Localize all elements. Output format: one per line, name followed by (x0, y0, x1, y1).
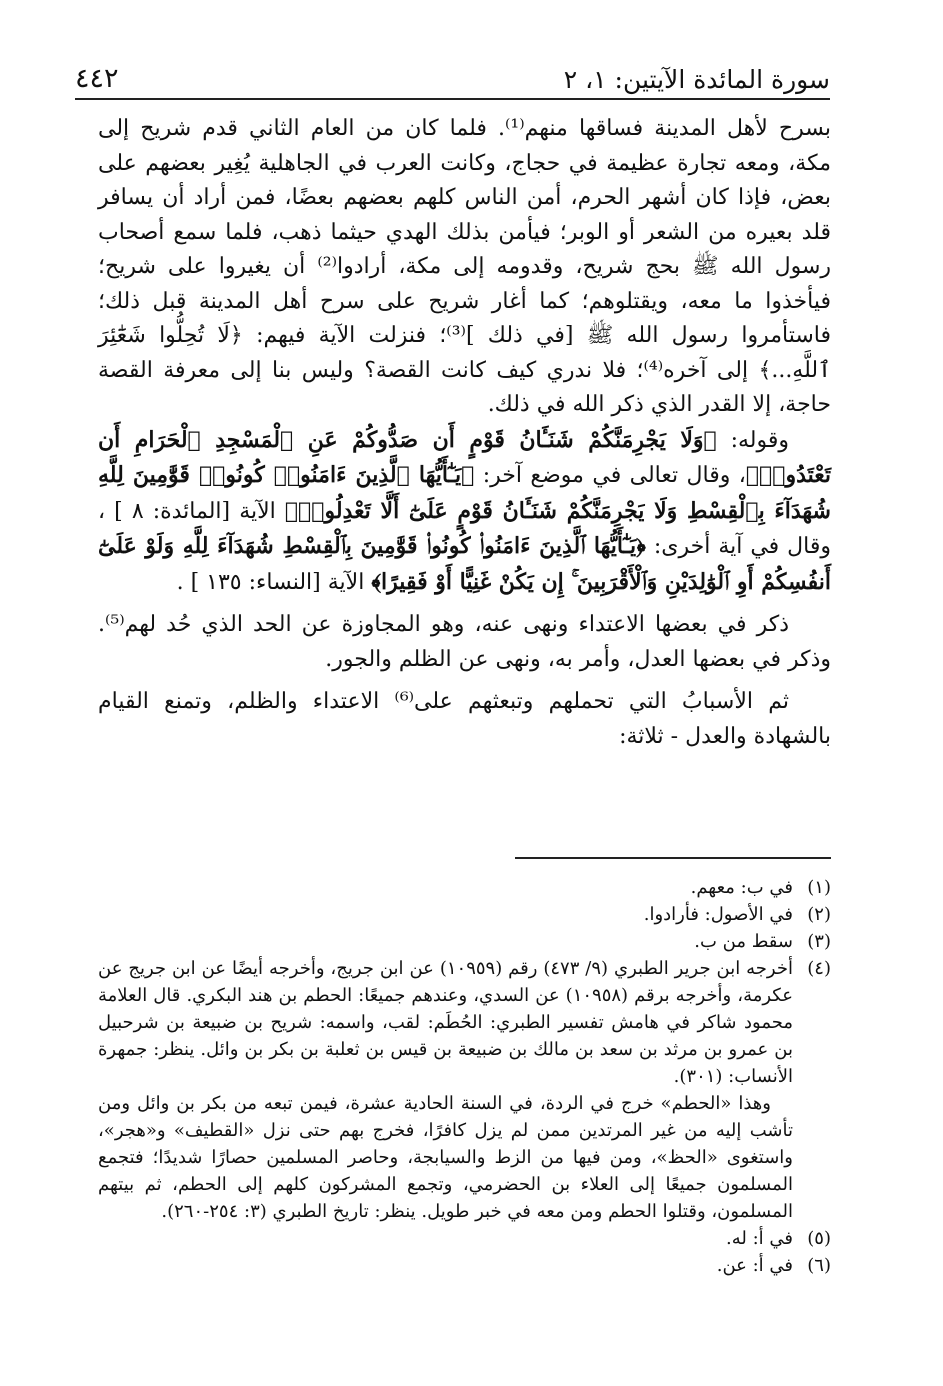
running-title: سورة المائدة الآيتين: ١، ٢ (563, 65, 830, 94)
footnote-3 (98, 928, 831, 955)
page-header (75, 58, 830, 100)
footnote-5 (98, 1225, 831, 1252)
footnote-6 (98, 1252, 831, 1279)
quran-verse-2: ﴿يَـٰٓأَيُّهَا ٱلَّذِينَ ءَامَنُوا۟ كُونُوا۟ قَوَّٰمِينَ لِلَّهِ شُهَدَآءَ بِٱلْقِسْطِ وَلَا يَجْرِمَنَّكُمْ شَنَـَٔانُ قَوْمٍ عَلَىٰٓ أَلَّا تَعْدِلُوا۟﴾ (98, 462, 831, 524)
footnote-number: (٤) (807, 958, 831, 979)
paragraph-2-reference: الآية [النساء: ١٣٥ ] . (176, 569, 372, 595)
footnote-text: سقط من ب. (694, 931, 793, 952)
footnote-4-continuation (98, 1090, 831, 1225)
footnote-1 (98, 874, 831, 901)
quran-verse-1: ﴿وَلَا يَجْرِمَنَّكُمْ شَنَـَٔانُ قَوْمٍ أَن صَدُّوكُمْ عَنِ ٱلْمَسْجِدِ ٱلْحَرَامِ أَن تَعْتَدُوا۟﴾ (98, 426, 831, 488)
footnote-text: في أ: عن. (716, 1255, 793, 1276)
footnote-number: (٦) (807, 1255, 831, 1276)
footnote-text: أخرجه ابن جرير الطبري (٩/ ٤٧٣) رقم (١٠٩٥٩) عن ابن جريج، وأخرجه أيضًا عن ابن جريج عن عكرمة، وأخرجه برقم (١٠٩٥٨) عن السدي، وعندهم جميعًا: الحطم بن هند البكري. قال العلامة محمود شاكر في هامش تفسير الطبري: الحُطَم: لقب، واسمه: شريح بن ضبيعة بن شرحبيل بن عمرو بن مرثد بن سعد بن مالك بن ضبيعة بن قيس بن ثعلبة بن بكر بن وائل. ينظر: جمهرة الأنساب: (٣٠١). (98, 958, 793, 1087)
footnote-number: (٢) (807, 904, 831, 925)
paragraph-1: بسرح لأهل المدينة فساقها منهم⁽¹⁾. فلما كان من العام الثاني قدم شريح إلى مكة، ومعه تجارة عظيمة في حجاج، وكانت العرب في الجاهلية يُغِير بعضهم على بعض، فإذا كان أشهر الحرم، أمن الناس كلهم بعضهم بعضًا، فمن أراد أن يسافر قلد بعيره من الشعر أو الوبر؛ فيأمن بذلك الهدي حيثما ذهب، فلما سمع أصحاب رسول الله ﷺ بحج شريح، وقدومه إلى مكة، أرادوا⁽²⁾ أن يغيروا على شريح؛ فيأخذوا ما معه، ويقتلوهم؛ كما أغار شريح على سرح أهل المدينة قبل ذلك؛ فاستأمروا رسول الله ﷺ [في ذلك ]⁽³⁾؛ فنزلت الآية فيهم: ﴿لَا تُحِلُّوا شَعَٰٓئِرَ ٱللَّهِ...﴾ إلى آخره⁽⁴⁾؛ فلا ندري كيف كانت القصة؟ وليس بنا إلى معرفة القصة حاجة، إلا القدر الذي ذكر الله في ذلك. (98, 116, 831, 417)
footnote-number: (١) (807, 877, 831, 898)
footnote-text: في ب: معهم. (690, 877, 793, 898)
footnote-number: (٥) (807, 1228, 831, 1249)
footnote-number: (٣) (807, 931, 831, 952)
paragraph-2-intro: وقوله: (716, 427, 789, 453)
footnote-text: وهذا «الحطم» خرج في الردة، في السنة الحادية عشرة، فيمن تبعه من بكر بن وائل ومن تأشب إليه من غير المرتدين ممن لم يزل كافرًا، فخرج بهم حتى نزل «القطيف» و«هجر»، واستغوى «الحظ»، ومن فيها من الزط والسيابجة، وحاصر المسلمين حصارًا شديدًا؛ فتجمع المسلمون جميعًا إلى العلاء بن الحضرمي، وتجمع المشركون كلهم إلى الحطم، ثم بيتهم المسلمون، وقتلوا الحطم ومن معه في خبر طويل. ينظر: تاريخ الطبري (٣: ٢٥٤-٢٦٠). (98, 1093, 793, 1222)
footnotes (98, 874, 831, 1279)
paragraph-3: ذكر في بعضها الاعتداء ونهى عنه، وهو المجاوزة عن الحد الذي حُد لهم⁽⁵⁾. وذكر في بعضها العدل، وأمر به، ونهى عن الظلم والجور. (98, 612, 831, 672)
paragraph-2-connector-1: ، وقال تعالى في موضع آخر: (474, 463, 746, 488)
paragraph-2-connector-2: الآية [المائدة: ٨ ] ، وقال في آية أخرى: (98, 498, 831, 559)
paragraph-4: ثم الأسبابُ التي تحملهم وتبعثهم على⁽⁶⁾ الاعتداء والظلم، وتمنع القيام بالشهادة والعدل - ثلاثة: (98, 689, 831, 749)
footnote-4 (98, 955, 831, 1090)
quran-verse-3: ﴿يَـٰٓأَيُّهَا ٱلَّذِينَ ءَامَنُوا۟ كُونُوا۟ قَوَّٰمِينَ بِٱلْقِسْطِ شُهَدَآءَ لِلَّهِ وَلَوْ عَلَىٰٓ أَنفُسِكُمْ أَوِ ٱلْوَٰلِدَيْنِ وَٱلْأَقْرَبِينَ ۚ إِن يَكُنْ غَنِيًّا أَوْ فَقِيرًا﴾ (98, 533, 831, 595)
main-text (98, 112, 831, 754)
footnote-text: في أ: له. (726, 1228, 793, 1249)
footnote-2 (98, 901, 831, 928)
footnote-divider (515, 857, 831, 859)
page-number: ٤٤٢ (75, 63, 119, 94)
paragraph-2 (98, 423, 831, 601)
footnote-text: في الأصول: فأرادوا. (643, 904, 793, 925)
